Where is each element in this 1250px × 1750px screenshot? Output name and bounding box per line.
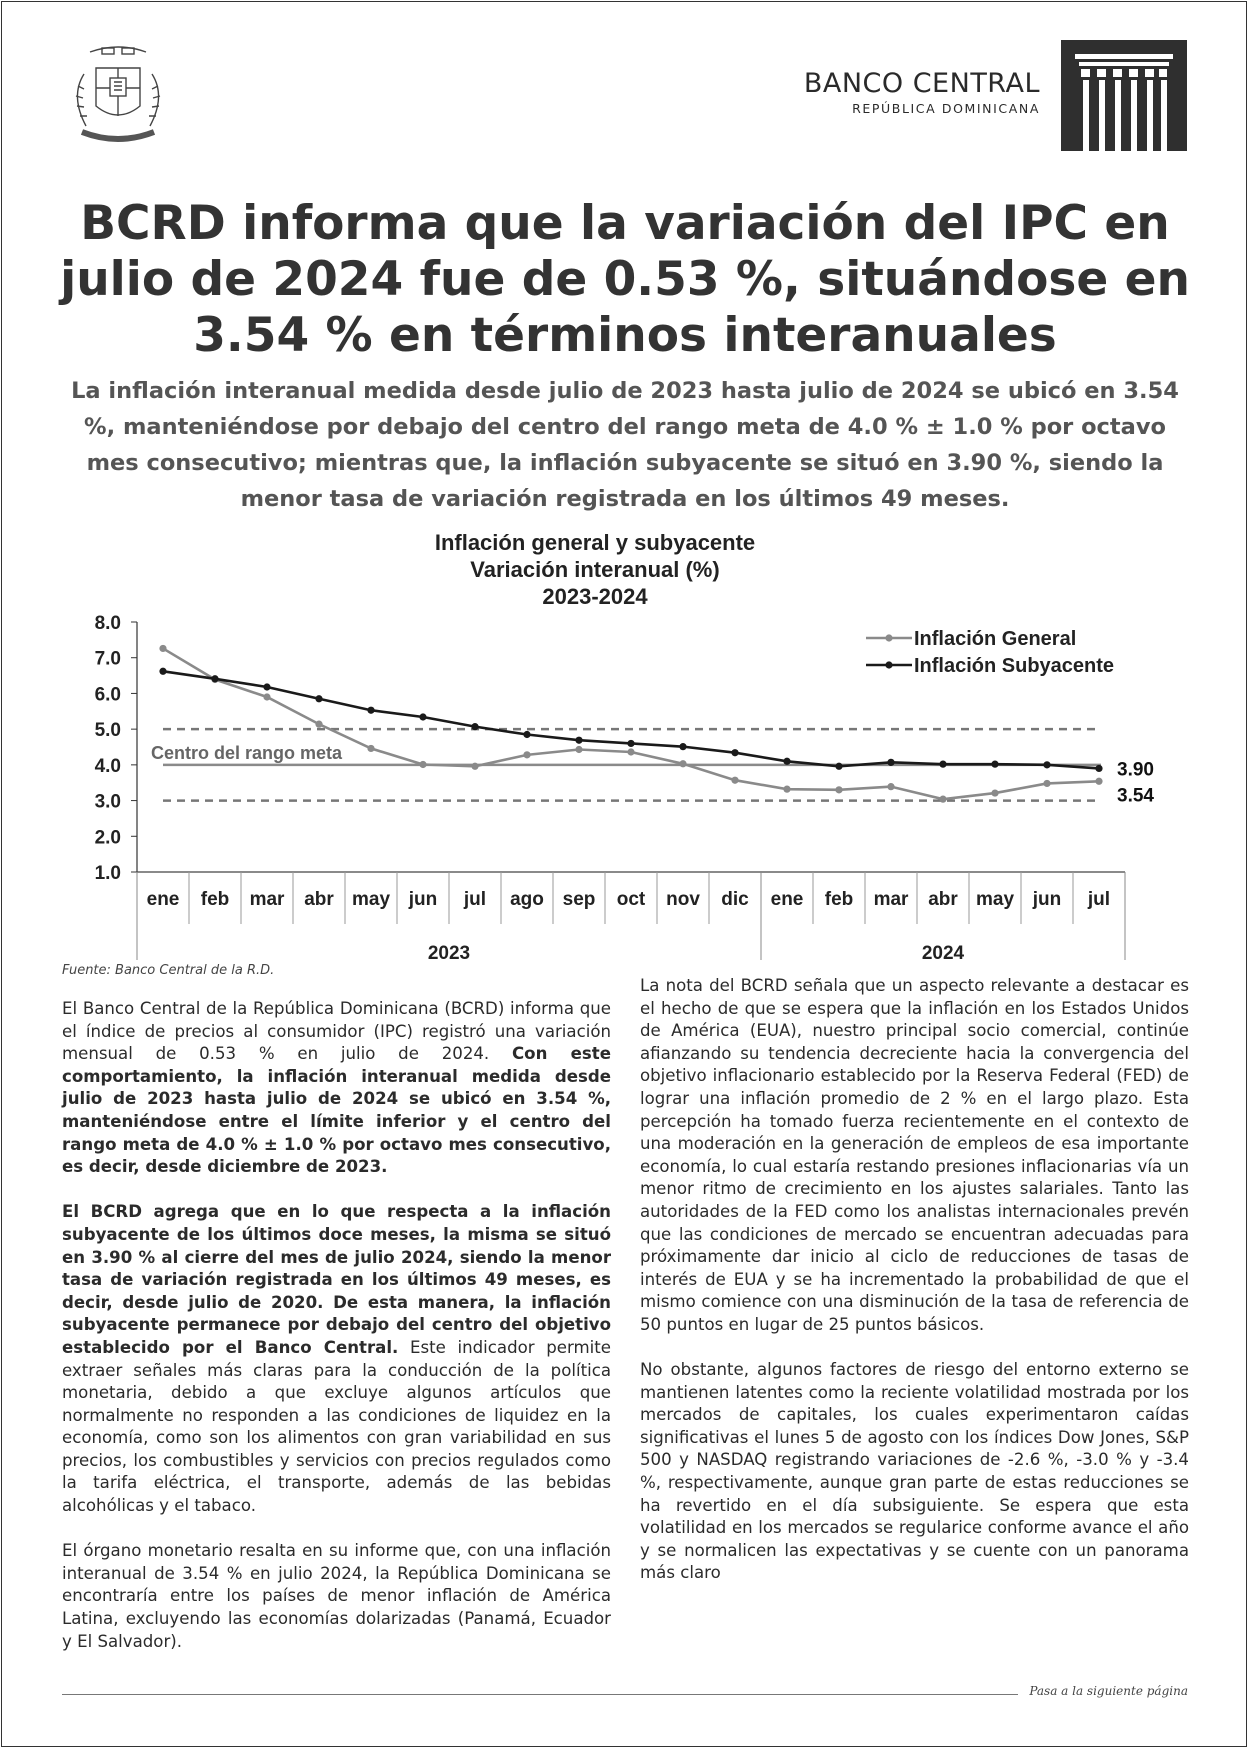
x-tick-label: feb xyxy=(200,889,230,910)
data-point xyxy=(263,693,270,700)
x-tick-label: feb xyxy=(824,889,854,910)
data-point xyxy=(367,707,374,714)
data-point xyxy=(419,761,426,768)
x-tick-label: ene xyxy=(146,889,180,910)
text-run-bold: Con este comportamiento, la inflación interanual medida desde julio de 2023 hasta julio de 2024 se ubicó en 3.54 %, manteniéndose entre el límite inferior y el centro del rango meta de 4.0 % ± 1.0 % por octavo mes consecutivo, es decir, desde diciembre de 2023. xyxy=(62,1044,611,1177)
data-point xyxy=(471,723,478,730)
y-tick-label: 5.0 xyxy=(94,720,121,742)
data-point xyxy=(731,749,738,756)
x-tick-label: jul xyxy=(463,889,487,910)
footer-note: Pasa a la siguiente página xyxy=(1029,1684,1188,1698)
x-tick-label: oct xyxy=(616,889,646,910)
data-point xyxy=(419,713,426,720)
paragraph: El órgano monetario resalta en su informe que, con una inflación interanual de 3.54 % en julio 2024, la República Dominicana se encontraría entre los países de menor inflación de América Latina, excluyendo las economías dolarizadas (Panamá, Ecuador y El Salvador). xyxy=(62,1541,611,1651)
chart-title xyxy=(320,529,870,610)
data-point xyxy=(991,789,998,796)
text-run: El Banco Central de la República Dominicana (BCRD) informa que el índice de precios al consumidor (IPC) registró una variación mensual de 0.53 % en julio de 2024. xyxy=(62,999,611,1064)
y-tick-label: 6.0 xyxy=(94,684,121,706)
data-point xyxy=(315,721,322,728)
data-point xyxy=(783,758,790,765)
y-tick-label: 2.0 xyxy=(94,827,121,849)
data-point xyxy=(315,695,322,702)
data-point xyxy=(627,740,634,747)
data-point xyxy=(939,796,946,803)
x-tick-label: sep xyxy=(562,889,596,910)
chart-title-line: 2023-2024 xyxy=(542,584,648,609)
text-run: Este indicador permite extraer señales más claras para la conducción de la política monetaria, debido a que excluye algunos artículos que normalmente no responden a las condiciones de liquidez en la economía, como son los alimentos con gran variabilidad en sus precios, los combustibles y servicios con precios regulados como la tarifa eléctrica, el transporte, además de las bebidas alcohólicas y el tabaco. xyxy=(62,1337,611,1516)
y-tick-label: 8.0 xyxy=(94,613,121,634)
x-tick-label: ago xyxy=(510,889,544,910)
data-point xyxy=(159,645,166,652)
data-point xyxy=(835,786,842,793)
subheadline: La inflación interanual medida desde julio de 2023 hasta julio de 2024 se ubicó en 3.54 %, manteniéndose por debajo del centro del rango meta de 4.0 % ± 1.0 % por octavo mes consecutivo; mientras que, la inflación subyacente se situó en 3.90 %, siendo la menor tasa de variación registrada en los últimos 49 meses. xyxy=(71,378,1179,512)
end-value-label: 3.90 xyxy=(1117,759,1154,781)
x-tick-label: abr xyxy=(304,889,334,910)
x-tick-label: may xyxy=(351,889,391,910)
data-point xyxy=(575,746,582,753)
legend-marker xyxy=(885,661,892,668)
data-point xyxy=(939,761,946,768)
left-column xyxy=(62,998,611,1676)
chart-source: Fuente: Banco Central de la R.D. xyxy=(62,963,275,978)
x-tick-label: nov xyxy=(666,889,700,910)
brand-block xyxy=(804,68,1040,116)
data-point xyxy=(887,759,894,766)
data-point xyxy=(471,763,478,770)
x-year-label: 2024 xyxy=(921,943,965,960)
y-tick-label: 3.0 xyxy=(94,791,121,813)
text-run-bold: El BCRD agrega que en lo que respecta a la inflación subyacente de los últimos doce meses, la misma se situó en 3.90 % al cierre del mes de julio 2024, siendo la menor tasa de variación registrada en los últimos 49 meses, es decir, desde julio de 2020. De esta manera, la inflación subyacente permanece por debajo del centro del objetivo establecido por el Banco Central. xyxy=(62,1202,611,1357)
brand-subtitle: REPÚBLICA DOMINICANA xyxy=(852,101,1040,116)
data-point xyxy=(679,743,686,750)
data-point xyxy=(367,745,374,752)
data-point xyxy=(991,761,998,768)
x-tick-label: jun xyxy=(408,889,438,910)
paragraph xyxy=(62,998,611,1179)
inflation-line-chart xyxy=(0,600,1250,960)
footer-rule xyxy=(62,1694,1018,1695)
paragraph: No obstante, algunos factores de riesgo del entorno externo se mantienen latentes como la reciente volatilidad mostrada por los mercados de capitales, los cuales experimentaron caídas significativas el lunes 5 de agosto con los índices Dow Jones, S&P 500 y NASDAQ registrando variaciones de -2.6 %, -3.0 % y -3.4 %, respectivamente, aunque gran parte de estas reducciones se ha revertido en el día subsiguiente. Se espera que esta volatilidad en los mercados se regularice conforme avance el año y se normalicen las expectativas y se cuente con un panorama más claro xyxy=(640,1360,1189,1583)
data-point xyxy=(1043,780,1050,787)
headline: BCRD informa que la variación del IPC en julio de 2024 fue de 0.53 %, situándose en 3.54 % en términos interanuales xyxy=(60,196,1190,363)
x-tick-label: dic xyxy=(721,889,749,910)
target-center-label: Centro del rango meta xyxy=(151,742,343,763)
x-tick-label: mar xyxy=(249,889,285,910)
y-tick-label: 4.0 xyxy=(94,755,121,777)
data-point xyxy=(1095,765,1102,772)
data-point xyxy=(159,668,166,675)
data-point xyxy=(887,783,894,790)
x-tick-label: may xyxy=(975,889,1015,910)
x-tick-label: abr xyxy=(928,889,958,910)
data-point xyxy=(731,777,738,784)
brand-name: BANCO CENTRAL xyxy=(803,68,1040,99)
coat-of-arms-seal xyxy=(62,40,174,152)
data-point xyxy=(1095,778,1102,785)
paragraph: La nota del BCRD señala que un aspecto relevante a destacar es el hecho de que se espera que la inflación en los Estados Unidos de América (EUA), nuestro principal socio comercial, continúe afianzando su tendencia decreciente hacia la convergencia del objetivo inflacionario establecido por la Reserva Federal (FED) de lograr una inflación promedio de 2 % en el largo plazo. Esta percepción ha tomado fuerza recientemente en el contexto de una moderación en la generación de empleos de esa importante economía, lo cual estaría restando presiones inflacionarias vía un menor ritmo de crecimiento en los ajustes salariales. Tanto las autoridades de la FED como los analistas internacionales prevén que las condiciones de mercado se encuentran adecuadas para próximamente dar inicio al ciclo de reducciones de tasas de interés de EUA y se ha incrementado la probabilidad de que el mismo comience con una disminución de la tasa de referencia de 50 puntos en lugar de 25 puntos básicos. xyxy=(640,976,1189,1334)
data-point xyxy=(627,748,634,755)
data-point xyxy=(263,683,270,690)
legend-label: Inflación General xyxy=(914,628,1077,650)
x-tick-label: jul xyxy=(1087,889,1111,910)
data-point xyxy=(211,675,218,682)
y-tick-label: 1.0 xyxy=(94,863,121,884)
legend-label: Inflación Subyacente xyxy=(914,655,1115,677)
legend-marker xyxy=(885,634,892,641)
chart-title-line: Inflación general y subyacente xyxy=(434,530,756,555)
x-tick-label: mar xyxy=(873,889,909,910)
right-column xyxy=(640,975,1189,1608)
end-value-label: 3.54 xyxy=(1117,785,1154,807)
data-point xyxy=(1043,761,1050,768)
data-point xyxy=(835,763,842,770)
x-tick-label: ene xyxy=(770,889,804,910)
y-tick-label: 7.0 xyxy=(94,648,121,670)
data-point xyxy=(679,760,686,767)
bank-columns-logo xyxy=(1061,40,1187,151)
data-point xyxy=(575,737,582,744)
chart-title-line: Variación interanual (%) xyxy=(470,557,720,582)
x-tick-label: jun xyxy=(1032,889,1062,910)
data-point xyxy=(523,731,530,738)
paragraph xyxy=(62,1201,611,1517)
x-year-label: 2023 xyxy=(427,943,471,960)
data-point xyxy=(783,786,790,793)
data-point xyxy=(523,751,530,758)
